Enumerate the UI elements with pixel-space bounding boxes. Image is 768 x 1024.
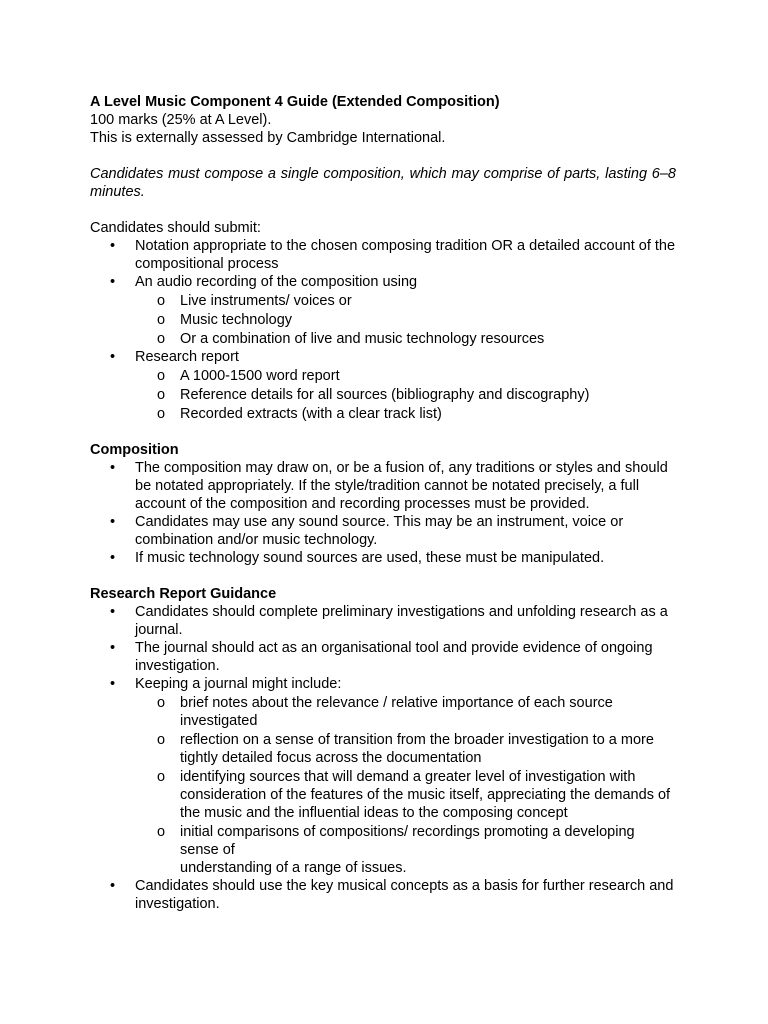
circle-bullet-icon: o [157, 769, 166, 785]
circle-bullet-icon: o [157, 331, 166, 347]
circle-bullet-icon: o [157, 293, 166, 309]
circle-bullet-icon: o [157, 695, 166, 711]
sub-list-item [135, 731, 676, 767]
list-item [90, 348, 676, 423]
journal-sub-list [135, 694, 676, 877]
sub-list-item [135, 768, 676, 822]
list-item [90, 549, 676, 567]
sub-list-item-text: initial comparisons of compositions/ recordings promoting a developing sense of [180, 824, 635, 858]
sub-list-item [135, 292, 676, 310]
list-item-text: Notation appropriate to the chosen composing tradition OR a detailed account of the compositional process [135, 238, 676, 272]
sub-list-item-text: Music technology [180, 312, 293, 328]
sub-list-item-text: Live instruments/ voices or [180, 293, 352, 309]
assessed-line: This is externally assessed by Cambridge International. [90, 130, 446, 146]
list-item-text: Candidates should complete preliminary investigations and unfolding research as a journal. [135, 604, 668, 638]
list-item-text: The composition may draw on, or be a fusion of, any traditions or styles and should be notated appropriately. If the style/tradition cannot be notated precisely, a full account of the composition and recording processes must be provided. [135, 460, 668, 512]
sub-list-item-text: reflection on a sense of transition from the broader investigation to a more tightly detailed focus across the documentation [180, 732, 654, 766]
list-item [90, 459, 676, 513]
list-item [90, 603, 676, 639]
sub-list-item [135, 823, 676, 877]
list-item [90, 675, 676, 877]
circle-bullet-icon: o [157, 387, 166, 403]
sub-list-item-text: Or a combination of live and music technology resources [180, 331, 545, 347]
bullet-icon: • [110, 550, 116, 566]
bullet-icon: • [110, 878, 116, 894]
circle-bullet-icon: o [157, 406, 166, 422]
submit-list [90, 237, 676, 423]
list-item [90, 877, 676, 913]
bullet-icon: • [110, 274, 116, 290]
research-heading: Research Report Guidance [90, 586, 277, 602]
sub-list-item-text: Recorded extracts (with a clear track list) [180, 406, 442, 422]
circle-bullet-icon: o [157, 732, 166, 748]
document-body [90, 93, 676, 913]
bullet-icon: • [110, 604, 116, 620]
list-item-text: Keeping a journal might include: [135, 676, 342, 692]
bullet-icon: • [110, 514, 116, 530]
intro-italic: Candidates must compose a single composition, which may comprise of parts, lasting 6–8 minutes. [90, 166, 676, 200]
list-item [90, 237, 676, 273]
sub-list-item-continuation: understanding of a range of issues. [180, 860, 407, 876]
sub-list-item-text: brief notes about the relevance / relative importance of each source investigated [180, 695, 613, 729]
bullet-icon: • [110, 640, 116, 656]
list-item-text: An audio recording of the composition using [135, 274, 418, 290]
bullet-icon: • [110, 349, 116, 365]
list-item-text: The journal should act as an organisational tool and provide evidence of ongoing investigation. [135, 640, 653, 674]
sub-list-item-text: Reference details for all sources (bibliography and discography) [180, 387, 590, 403]
list-item-text: Candidates should use the key musical concepts as a basis for further research and investigation. [135, 878, 674, 912]
circle-bullet-icon: o [157, 368, 166, 384]
sub-list-item [135, 405, 676, 423]
list-item [90, 273, 676, 348]
list-item-text: Research report [135, 349, 239, 365]
sub-list-item-text: A 1000-1500 word report [180, 368, 340, 384]
sub-list-item [135, 330, 676, 348]
sub-list-item [135, 311, 676, 329]
sub-list-item [135, 694, 676, 730]
circle-bullet-icon: o [157, 312, 166, 328]
bullet-icon: • [110, 238, 116, 254]
submit-label: Candidates should submit: [90, 220, 261, 236]
sub-list [135, 292, 676, 348]
sub-list-item [135, 367, 676, 385]
sub-list [135, 367, 676, 423]
list-item-text: Candidates may use any sound source. This may be an instrument, voice or combination and/or music technology. [135, 514, 624, 548]
list-item [90, 513, 676, 549]
research-list [90, 603, 676, 913]
bullet-icon: • [110, 676, 116, 692]
document-title: A Level Music Component 4 Guide (Extended Composition) [90, 94, 500, 110]
list-item [90, 639, 676, 675]
marks-line: 100 marks (25% at A Level). [90, 112, 272, 128]
bullet-icon: • [110, 460, 116, 476]
sub-list-item-text: identifying sources that will demand a greater level of investigation with consideration of the features of the music itself, appreciating the demands of the music and the influential ideas to the composing concept [180, 769, 671, 821]
sub-list-item [135, 386, 676, 404]
composition-heading: Composition [90, 442, 179, 458]
composition-list [90, 459, 676, 567]
circle-bullet-icon: o [157, 824, 166, 840]
list-item-text: If music technology sound sources are used, these must be manipulated. [135, 550, 605, 566]
